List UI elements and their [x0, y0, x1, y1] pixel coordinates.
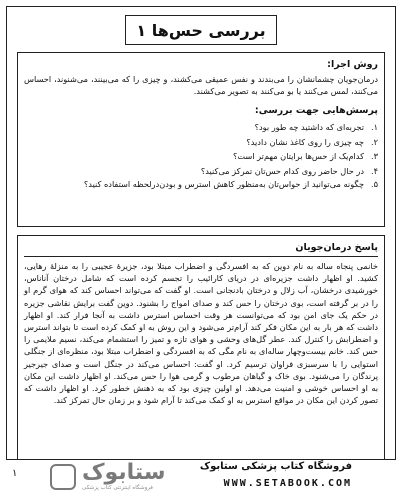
page-title: بررسی حس‌ها ۱	[125, 15, 277, 45]
logo-subtitle: فروشگاه اینترنتی کتاب پزشکی	[82, 485, 153, 491]
client-responses-box	[17, 235, 385, 459]
procedure-text: درمان‌جویان چشمانشان را می‌بندند و نفس عمیقی می‌کشند، و چیزی را که می‌بینند، می‌شنوند، احساس می‌کنند، لمس می‌کنند یا بو می‌کنند به تصویر می‌کشند.	[24, 74, 378, 97]
question-item: ۱. تجربه‌ای که داشتید چه طور بود؟	[254, 122, 378, 133]
question-item: ۳. کدام‌یک از حس‌ها برایتان مهم‌تر است؟	[233, 151, 378, 162]
logo-badge-icon	[50, 464, 76, 490]
answer-heading: پاسخ درمان‌جویان	[24, 242, 378, 257]
question-item: ۲. چه چیزی را روی کاغذ نشان دادید؟	[246, 136, 378, 147]
answer-text: خانمی پنجاه ساله به نام دوین که به افسردگی و اضطراب مبتلا بود، جزیرهٔ عجیبی را به منزلهٔ رهایی، کشید. او اظهار داشت جزیره‌ای در دریای کارائیب را تجسم کرده است که شامل درختان آناناس، خورشیدی درخشان، آب زلال و درختان بادنجانی است. او گفت که می‌تواند احساس کند که هوای گرم او را در بر گرفته است، بوی درختان را حس کند و صدای امواج را بشنود. دوین گفت برایش نقاشی جزیره در حکم یک جای امن بود که می‌توانست هر وقت احساس استرس داشت به آنجا فرار کند. او اظهار داشت که هر بار به این مکان فکر کند آرام‌تر می‌شود و این روش به او کمک کرده است تا بتواند استرس و اضطرابش را کنترل کند. عطر گل‌های وحشی و هوای تازه و تمیز را استشمام می‌کند، نسیم ملایمی را حس کند. خانم بیست‌وچهار ساله‌ای به نام مگی که به افسردگی و اضطراب مبتلا بود، منظره‌ای از جنگلی استوایی را با سرسبزی فراوان ترسیم کرد. او گفت: احساس می‌کند در جنگل است و صدای جیرجیر پرندگان را می‌شنود. بوی خاک و گیاهان مرطوب و گرمی هوا را حس می‌کند. او اظهار داشت این مکان به او احساس خوشی و امنیت می‌دهد. او اولین چیزی بود که به ذهنش خطور کرد. او اظهار داشت که تصور کردن این مکان در مواقع استرس به او کمک می‌کند تا آرام شود و بر زمان حال تمرکز کند.	[24, 261, 378, 406]
logo-text: ستابوک	[82, 460, 166, 485]
page-number: ۱	[12, 468, 18, 479]
questions-list	[24, 120, 378, 190]
question-item: ۵. چگونه می‌توانید از حواس‌تان به‌منظور کاهش استرس و بودن‌در‌لحظه استفاده کنید؟	[83, 179, 378, 190]
website-link[interactable]: WWW.SETABOOK.COM	[223, 478, 352, 489]
footer	[0, 458, 400, 497]
book-page	[6, 6, 396, 460]
questions-heading: پرسش‌هایی جهت بررسی:	[254, 105, 378, 117]
instructions-box	[17, 52, 385, 227]
setabook-logo	[50, 460, 190, 494]
procedure-heading: روش اجرا:	[327, 59, 378, 70]
question-item: ۴. در حال حاضر روی کدام حس‌تان تمرکز می‌کنید؟	[200, 165, 378, 176]
store-name: فروشگاه کتاب پزشکی ستابوک	[199, 461, 352, 472]
